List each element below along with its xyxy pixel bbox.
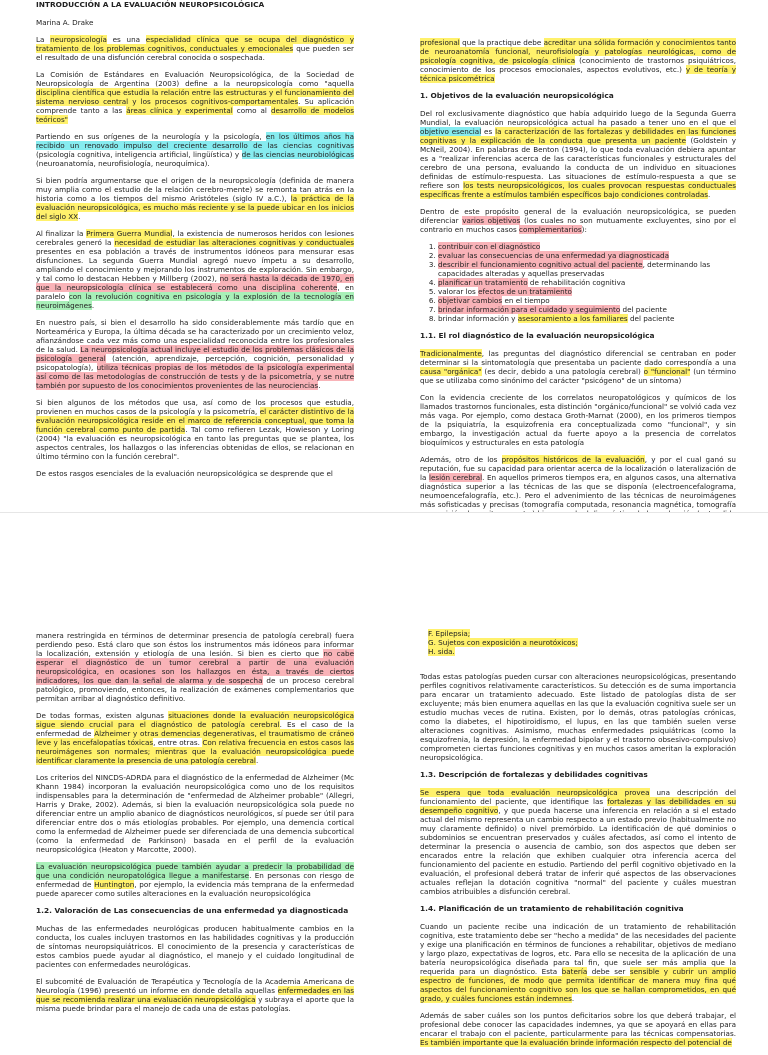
highlighted-text: objetivo esencial — [420, 127, 482, 136]
highlighted-text: áreas clínica y experimental — [126, 106, 233, 115]
text-run: , y que pueda hacerse una inferencia en relación a si el estado actual del mismo representa un cambio respecto a un estado previo (habitualmente no muy claramente definido) o nivel premórbido. La identificación de qué dominios o subdominios se encuentran preservados y cuáles afectados, así como el intento de determinar la presencia o ausencia de cambio, son dos aspectos que deben ser encarados entre la relación que exhiben cualquier otra inferencia acerca del funcionamiento del paciente en estudio. Partiendo del perfil cognitivo objetivado en la evaluación, el profesional deberá tratar de inferir qué aspectos de las observaciones actuales reflejan la dotación cognitiva "normal" del paciente y cuáles muestran cambios atribuibles a disfunción cerebral. — [420, 806, 736, 896]
highlighted-text: Se espera que toda evaluación neuropsicológica provea — [420, 788, 650, 797]
text-run: como al — [232, 106, 271, 115]
paragraph — [36, 469, 354, 478]
paragraph — [36, 35, 354, 62]
section-heading: 1. Objetivos de la evaluación neuropsicológica — [420, 91, 614, 100]
paragraph — [36, 318, 354, 390]
text-run: brindar información y — [438, 314, 518, 323]
highlighted-text: contribuir con el diagnóstico — [438, 242, 541, 251]
text-run: una descripción del funcionamiento del paciente, que identifique las — [420, 788, 736, 806]
highlighted-text: sensible y cubrir un amplio espectro de funciones — [420, 967, 736, 985]
text-run: (Goldstein y McNeil, 2004). En palabras de Benton (1994), lo que toda evaluación debiera apuntar es a "realizar inferencias acerca de las características funcionales y estructurales del cerebro de una persona, evaluando la conducta de un individuo en situaciones definidas de estímulo-respuesta. Las situaciones de estímulo-respuesta a que se refiere son — [420, 136, 736, 190]
highlighted-text: la práctica de la evaluación neuropsicológica, es mucho más reciente y se la puede ubicar en los inicios del siglo XX — [36, 194, 354, 221]
text-run: valorar los — [438, 287, 479, 296]
paragraph — [36, 862, 354, 898]
section-heading: 1.3. Descripción de fortalezas y debilidades cognitivas — [420, 770, 648, 779]
paragraph — [420, 672, 736, 762]
text-run: que la practique debe — [459, 38, 544, 47]
highlighted-text: planificar un tratamiento — [438, 278, 528, 287]
highlighted-text: complementarios — [519, 225, 582, 234]
document-page-1 — [0, 0, 768, 512]
section-heading: 1.1. El rol diagnóstico de la evaluación neuropsicológica — [420, 331, 655, 340]
text-run: debe ser — [587, 967, 630, 976]
section-heading: 1.2. Valoración de Las consecuencias de una enfermedad ya diagnosticada — [36, 906, 349, 915]
text-run: , en paralelo — [36, 283, 354, 301]
highlighted-text: describir el funcionamiento cognitivo actual del paciente — [438, 260, 643, 269]
paragraph — [36, 229, 354, 310]
text-run: La — [36, 35, 51, 44]
text-run: Al finalizar la — [36, 229, 87, 238]
highlighted-text: Alzheimer y otras demencias degenerativas, el traumatismo de cráneo leve y las encefalopatías tóxicas — [36, 729, 355, 747]
highlighted-text: G. Sujetos con exposición a neurotóxicos; — [428, 638, 578, 647]
document-title: INTRODUCCIÓN A LA EVALUACIÓN NEUROPSICOLÓGICA — [36, 0, 265, 9]
highlighted-text: Primera Guerra Mundial — [86, 229, 173, 238]
list-item — [438, 314, 736, 323]
page1-left-column — [36, 0, 354, 486]
highlighted-text: fortalezas y las debilidades en su desempeño cognitivo — [420, 797, 736, 815]
text-run: y subraya el aporte que la misma puede brindar para el manejo de cada una de estas patologías. — [36, 995, 354, 1013]
text-run: de rehabilitación cognitiva — [527, 278, 626, 287]
text-run: En nuestro país, si bien el desarrollo ha sido considerablemente más tardío que en Norteamérica y Europa, la última década se ha caracterizado por un crecimiento veloz, afianzándose cada vez más como una especialidad reconocida entre los profesionales de la salud. — [36, 318, 354, 354]
text-run: . — [571, 994, 575, 1003]
paragraph — [420, 1011, 736, 1047]
text-run: Cuando un paciente recibe una indicación de un tratamiento de rehabilitación cognitiva, este tratamiento debe ser "hecho a medida" de las necesidades del paciente y exige una planificación en términos de funciones a rehabilitar, objetivos de mediano y largo plazo, expectativas de logros, etc. Para ello se necesita de la aplicación de una batería neuropsicológica diseñada para tal fin, que suele ser más amplia que la requerida para un diagnóstico. Esta — [420, 922, 736, 976]
text-run: (los cuales no son mutuamente excluyentes, sino por el contrario en muchos casos — [420, 216, 736, 234]
text-run: De estos rasgos esenciales de la evaluación neuropsicológica se desprende que el — [36, 469, 333, 478]
text-run: . Tal como refieren Lezak, Howieson y Loring (2004) "la evaluación es neuropsicológica en tanto las preguntas que se plantea, los aspectos centrales, los hallazgos o las inferencias obtenidas de ellos, se relacionan en último término con la función cerebral". — [36, 425, 354, 461]
text-run: Todas estas patologías pueden cursar con alteraciones neuropsicológicas, presentando perfiles cognitivos relativamente característicos. Su detección es de suma importancia para encarar un tratamiento adecuado. Este listado de patologías dista de ser excluyente; más bien enumera aquellas en las que la evaluación cognitiva suele ser un estudio muchas veces de rutina. Existen, por lo demás, otras patologías crónicas, como la diabetes, el hipotiroidismo, el lupus, en las que también suelen verse alteraciones cognitivas. Asimismo, muchas enfermedades psiquiátricas (como la esquizofrenia, la depresión, la enfermedad bipolar y el trastorno obsesivo-compulsivo) comprometen ciertas funciones cognitivas y en muchos casos ameritan la exploración neuropsicológica. — [420, 672, 736, 762]
text-run: . Su aplicación comprende tanto a las — [36, 97, 354, 115]
paragraph — [36, 631, 354, 703]
highlighted-text: disciplina científica que estudia la relación entre las estructuras y el funcionamiento del sistema nervioso central y los procesos cognitivos-comportamentales — [36, 88, 354, 106]
text-run: , determinando las capacidades alteradas y aquellas preservadas — [438, 260, 711, 278]
highlighted-text: profesional — [420, 38, 460, 47]
paragraph — [36, 924, 354, 969]
text-run: Si bien algunos de los métodos que usa, así como de los procesos que estudia, provienen en muchos casos de la psicología y la psicometría, — [36, 398, 354, 416]
paragraph — [36, 176, 354, 221]
highlighted-text: los tests neuropsicológicos, los cuales provocan respuestas conductuales específicas frente a estímulos también específicos bajo condiciones controladas — [420, 181, 737, 199]
highlighted-text: Es también importante que la evaluación brinde información respecto del potencial de — [420, 1038, 732, 1047]
text-run: . En personas con riesgo de enfermedad de — [36, 871, 354, 889]
list-item — [438, 260, 736, 278]
paragraph — [420, 922, 736, 1003]
paragraph — [420, 38, 736, 83]
page2-right-column — [420, 629, 736, 1055]
text-run: Si bien podría argumentarse que el origen de la neuropsicología (definida de manera muy amplia como el estudio de la relación cerebro-mente) se remonta tan atrás en la historia como a los tiempos del mismo Aristóteles (siglo IV a.C.), — [36, 176, 354, 203]
paragraph — [420, 109, 736, 199]
text-run: . — [255, 756, 259, 765]
text-run: es — [481, 127, 496, 136]
text-run: Además, otro de los — [420, 455, 502, 464]
highlighted-text: utiliza técnicas propias de los métodos de la psicología experimental así como de las metodologías de construcción de tests y de la psicometría, y se nutre también por supuesto de los conocimientos provenientes de las neurociencias — [36, 363, 354, 390]
highlighted-text: situaciones donde la evaluación neuropsicológica sigue siendo crucial para el diagnóstico de patología cerebral — [36, 711, 354, 729]
text-run: . — [91, 301, 95, 310]
highlighted-text: asesoramiento a los familiares — [517, 314, 628, 323]
list-item — [420, 647, 736, 656]
list-item — [438, 296, 736, 305]
text-run: , la existencia de numerosos heridos con lesiones cerebrales generó la — [36, 229, 354, 247]
highlighted-text: F. Epilepsia; — [428, 629, 471, 638]
text-run: , por ejemplo, la evidencia más temprana de la enfermedad puede aparecer como sutiles alteraciones en la evaluación neuropsicológica — [36, 880, 355, 898]
text-run: . — [318, 381, 321, 390]
text-run: manera restringida en términos de determinar presencia de patología cerebral) fuera perdiendo peso. Está claro que son éstos los instrumentos más idóneos para informar la localización, extensión y etiología de una lesión. Si bien es cierto que — [36, 631, 354, 658]
highlighted-text: La neuropsicología actual incluye el estudio de los problemas clásicos de la psicología general — [36, 345, 354, 363]
text-run: (conocimiento de trastornos psiquiátricos, conocimiento de los procesos emocionales, aspectos evolutivos, etc.) — [420, 56, 736, 74]
lettered-list — [420, 629, 736, 656]
text-run: (atención, aprendizaje, percepción, cognición, personalidad y psicopatología), — [36, 354, 354, 372]
highlighted-text: Huntington — [94, 880, 135, 889]
text-run: La Comisión de Estándares en Evaluación Neuropsicológica, de la Sociedad de Neuropsicología de Argentina (2003) define a la neuropsicología como "aquella — [36, 70, 354, 88]
paragraph — [36, 773, 354, 854]
highlighted-text: la caracterización de las fortalezas y debilidades en las funciones cognitivas y la explicación de la conducta que presenta un paciente — [420, 127, 736, 145]
paragraph — [36, 398, 354, 461]
paragraph — [420, 788, 736, 896]
highlighted-text: y de teoría y técnica psicométrica — [420, 65, 736, 83]
text-run: El subcomité de Evaluación de Terapéutica y Tecnología de la Academia Americana de Neurología (1996) presentó un informe en donde detalla aquellas — [36, 977, 354, 995]
highlighted-text: neuropsicología — [50, 35, 107, 44]
author-line: Marina A. Drake — [36, 18, 94, 27]
text-run: (neuroanatomía, neurofisiología, neuroquímica). — [36, 159, 210, 168]
highlighted-text: no será hasta la década de 1970, en que la neuropsicología clínica se establecerá como una disciplina coherente — [36, 274, 354, 292]
list-item — [420, 638, 736, 647]
paragraph — [36, 711, 354, 765]
paragraph — [36, 70, 354, 124]
text-run: Además de saber cuáles son los puntos deficitarios sobre los que deberá trabajar, el profesional debe conocer las capacidades indemnes, ya que se apoyará en ellas para encarar el trabajo con el paciente, particularmente para las técnicas compensatorias. — [420, 1011, 736, 1038]
highlighted-text: con la revolución cognitiva en psicología y la explosión de la tecnología en neuroimágenes — [36, 292, 354, 310]
highlighted-text: Con relativa frecuencia en estos casos las neuroimágenes son normales; mientras que la evaluación neuropsicológica puede identificar claramente la presencia de una patología cerebral — [36, 738, 354, 765]
text-run: es una — [106, 35, 146, 44]
highlighted-text: evaluar las consecuencias de una enfermedad ya diagnosticada — [438, 251, 670, 260]
text-run: , entre otras. — [153, 738, 203, 747]
paragraph — [420, 207, 736, 234]
highlighted-text: no cabe esperar el diagnóstico de un tumor cerebral a partir de una evaluación neuropsicológica, en ocasiones son los hallazgos en ésta, a través de ciertos indicadores, los que dan la señal de alarma y de sospecha — [36, 649, 355, 685]
text-run: en el tiempo — [502, 296, 550, 305]
highlighted-text: en los últimos años ha recibido un renovado impulso del creciente desarrollo de las ciencias cognitivas — [36, 132, 354, 150]
text-run: Del rol exclusivamente diagnóstico que había adquirido luego de la Segunda Guerra Mundial, la evaluación neuropsicológica actual ha pasado a tener uno en el que el — [420, 109, 736, 127]
text-run: . — [78, 212, 81, 221]
text-run: del paciente — [620, 305, 667, 314]
highlighted-text: varios objetivos — [462, 216, 521, 225]
highlighted-text: , de modo que permita identificar de manera muy fina qué aspectos del funcionamiento cognitivo son los que se hallan comprometidos, en qué grado, y cuáles funciones están indemnes — [420, 976, 736, 1003]
text-run: Con la evidencia creciente de los correlatos neuropatológicos y químicos de los llamados trastornos funcionales, esta distinción "orgánico/funcional" se volvió cada vez más vaga. Por ejemplo, como destaca Groth-Marnat (2000), en los primeros tiempos de la psiquiatría, la esquizofrenia era conceptualizada como "funcional", y sin embargo, la investigación actual da fuerte apoyo a la presencia de correlatos bioquímicos y estructurales en esta patología — [420, 393, 736, 447]
highlighted-text: especialidad clínica que se ocupa del diagnóstico y tratamiento de los problemas cognitivos, conductuales y emocionales — [36, 35, 355, 53]
list-item — [438, 305, 736, 314]
highlighted-text: causa "orgánica" — [420, 367, 482, 376]
highlighted-text: brindar información para el cuidado y seguimiento — [438, 305, 621, 314]
page2-left-column — [36, 631, 354, 1021]
paragraph — [420, 349, 736, 385]
text-run: Los criterios del NINCDS-ADRDA para el diagnóstico de la enfermedad de Alzheimer (Mc Khann 1984) incorporan la evaluación neuropsicológica como uno de los requisitos indispensables para la determinación de "enfermedad de Alzheimer probable" (Allegri, Harris y Drake, 2002). Además, si bien la evaluación neuropsicológica sola puede no diferenciar entre un amplio abanico de diagnósticos neurológicos, sí puede ser útil para diferenciar entre dos o más etiologías probables. Por ejemplo, una demencia cortical como la enfermedad de Alzheimer puede ser diferenciada de una demencia subcortical (como la enfermedad de Parkinson) basada en el perfil de la evaluación neuropsicológica (Heaton y Marcotte, 2000). — [36, 773, 354, 854]
text-run: (psicología cognitiva, inteligencia artificial, lingüística) y — [36, 150, 242, 159]
highlighted-text: efectos de un tratamiento — [478, 287, 572, 296]
highlighted-text: objetivar cambios — [438, 296, 503, 305]
text-run: Dentro de este propósito general de la evaluación neuropsicológica, se pueden diferenciar — [420, 207, 736, 225]
paragraph — [36, 132, 354, 168]
document-page-2 — [0, 512, 768, 1047]
highlighted-text: La evaluación neuropsicológica puede también ayudar a predecir la probabilidad de que una condición neuropatológica llegue a manifestarse — [36, 862, 354, 880]
text-run: . — [708, 190, 711, 199]
highlighted-text: batería — [561, 967, 588, 976]
text-run: que pueden ser el resultado de una disfunción cerebral conocida o sospechada. — [36, 44, 354, 62]
highlighted-text: acreditar una sólida formación y conocimientos tanto de neuroanatomía funcional, neurofisiología y patologías neurológicas, como de psicología cognitiva, de psicología clínica — [420, 38, 737, 65]
text-run: Partiendo en sus orígenes de la neurología y la psicología, — [36, 132, 266, 141]
highlighted-text: enfermedades en las que se recomienda realizar una evaluación neuropsicológica — [36, 986, 354, 1004]
list-item — [420, 629, 736, 638]
highlighted-text: propósitos históricos de la evaluación — [501, 455, 645, 464]
paragraph — [36, 977, 354, 1013]
text-run: (un término que se utilizaba como sinónimo del carácter "psicógeno" de un síntoma) — [420, 367, 736, 385]
objectives-list — [420, 242, 736, 323]
text-run: . Es el caso de la enfermedad de — [36, 720, 354, 738]
section-heading: 1.4. Planificación de un tratamiento de rehabilitación cognitiva — [420, 904, 684, 913]
list-item — [438, 251, 736, 260]
highlighted-text: H. sida. — [428, 647, 455, 656]
paragraph — [420, 393, 736, 447]
highlighted-text: el carácter distintivo de la evaluación neuropsicológica reside en el marco de referencia conceptual, que toma la función cerebral como punto de partida — [36, 407, 354, 434]
page1-right-column — [420, 38, 736, 535]
highlighted-text: lesión cerebral — [428, 473, 483, 482]
highlighted-text: necesidad de estudiar las alteraciones cognitivas y conductuales — [114, 238, 355, 247]
text-run: , las preguntas del diagnóstico diferencial se centraban en poder determinar si la sintomatología que presentaba un paciente dado correspondía a una — [420, 349, 736, 367]
highlighted-text: desarrollo de modelos teóricos" — [36, 106, 354, 124]
list-item — [438, 242, 736, 251]
list-item — [438, 278, 736, 287]
text-run: presentes en esa población a través de instrumentos idóneos para mensurar esas disfunciones. La segunda Guerra Mundial agregó nuevo ímpetu a su desarrollo, ampliando el conocimiento y mejorando los instrumentos de exploración. Sin embargo, y tal como lo destacan Hebben y Millberg (2002), — [36, 247, 354, 283]
highlighted-text: o "funcional" — [643, 367, 691, 376]
text-run: , y por el cual ganó su reputación, fue su capacidad para orientar acerca de la localización o lateralización de la — [420, 455, 736, 482]
text-run: del paciente — [627, 314, 675, 323]
highlighted-text: Tradicionalmente — [420, 349, 482, 358]
text-run: ): — [581, 225, 587, 234]
text-run: de un proceso cerebral patológico, promoviendo, entonces, la realización de exámenes complementarios que permitan arribar al diagnóstico definitivo. — [36, 676, 354, 703]
text-run: (es decir, debido a una patología cerebral) — [481, 367, 644, 376]
highlighted-text: de las ciencias neurobiológicas — [241, 150, 355, 159]
text-run: De todas formas, existen algunas — [36, 711, 169, 720]
text-run: . En aquellos primeros tiempos era, en algunos casos, una alternativa diagnóstica superior a las técnicas de las que se disponía (electroencefalograma, neumoencefalografía, etc.). Pero el advenimiento de las técnicas de neuroimágenes más sofisticadas y precisas (tomografía computada, resonancia magnética, tomografía — [420, 473, 736, 509]
text-run: Muchas de las enfermedades neurológicas producen habitualmente cambios en la conducta, los cuales incluyen trastornos en las habilidades cognitivas y la producción de síntomas neuropsiquiátricos. El conocimiento de la presencia y características de estos cambios puede ayudar al diagnóstico, el manejo y el cuidado longitudinal de pacientes con enfermedades neurológicas. — [36, 924, 354, 969]
list-item — [438, 287, 736, 296]
